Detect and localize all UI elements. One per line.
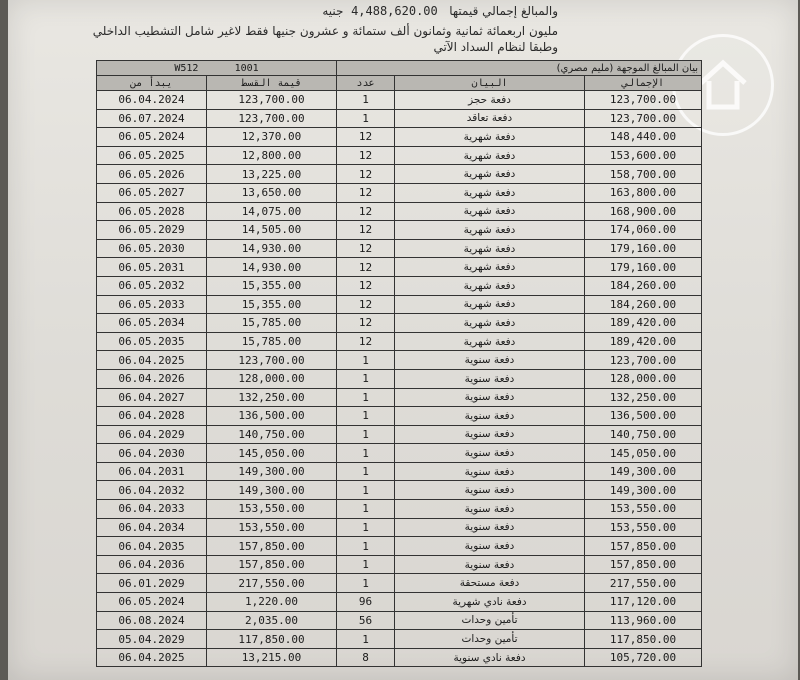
installment-count: 12 <box>337 276 395 295</box>
col-count: عدد <box>337 76 395 91</box>
installment-total: 163,800.00 <box>585 183 702 202</box>
installment-amount: 15,785.00 <box>207 314 337 333</box>
installment-count: 12 <box>337 202 395 221</box>
installment-type: تأمين وحدات <box>395 611 585 630</box>
installment-count: 12 <box>337 239 395 258</box>
installment-amount: 117,850.00 <box>207 630 337 649</box>
installment-type: دفعة سنوية <box>395 462 585 481</box>
installment-total: 158,700.00 <box>585 165 702 184</box>
installment-amount: 153,550.00 <box>207 518 337 537</box>
installment-type: دفعة شهرية <box>395 276 585 295</box>
installment-amount: 157,850.00 <box>207 537 337 556</box>
installment-count: 56 <box>337 611 395 630</box>
installment-total: 123,700.00 <box>585 351 702 370</box>
start-date: 06.04.2027 <box>97 388 207 407</box>
amount-in-words: مليون اربعمائة ثمانية وثمانون ألف ستمائة و عشرون جنيها فقط لاغير شامل التشطيب الداخلي <box>92 24 558 38</box>
col-amount: قيمة القسط <box>207 76 337 91</box>
table-row <box>97 295 702 314</box>
start-date: 06.05.2033 <box>97 295 207 314</box>
table-row <box>97 500 702 519</box>
installment-type: دفعة شهرية <box>395 146 585 165</box>
installment-count: 1 <box>337 574 395 593</box>
installment-type: دفعة سنوية <box>395 555 585 574</box>
table-row <box>97 109 702 128</box>
installment-type: دفعة شهرية <box>395 221 585 240</box>
installment-total: 123,700.00 <box>585 109 702 128</box>
start-date: 06.04.2035 <box>97 537 207 556</box>
table-row <box>97 555 702 574</box>
table-row <box>97 332 702 351</box>
installment-total: 145,050.00 <box>585 444 702 463</box>
installment-type: دفعة سنوية <box>395 407 585 426</box>
start-date: 06.04.2025 <box>97 351 207 370</box>
document-page <box>8 0 798 680</box>
installment-total: 117,850.00 <box>585 630 702 649</box>
installment-count: 1 <box>337 369 395 388</box>
table-row <box>97 481 702 500</box>
installment-amount: 13,650.00 <box>207 183 337 202</box>
installment-amount: 15,355.00 <box>207 276 337 295</box>
installment-type: تأمين وحدات <box>395 630 585 649</box>
installment-total: 168,900.00 <box>585 202 702 221</box>
payment-system-label: وطبقا لنظام السداد الآتي <box>433 40 558 54</box>
installment-count: 12 <box>337 165 395 184</box>
installment-type: دفعة سنوية <box>395 351 585 370</box>
installment-total: 157,850.00 <box>585 555 702 574</box>
installment-count: 12 <box>337 183 395 202</box>
installment-type: دفعة سنوية <box>395 537 585 556</box>
installment-total: 136,500.00 <box>585 407 702 426</box>
installment-total: 179,160.00 <box>585 258 702 277</box>
installment-type: دفعة شهرية <box>395 314 585 333</box>
installment-type: دفعة سنوية <box>395 481 585 500</box>
installment-count: 1 <box>337 109 395 128</box>
installment-type: دفعة شهرية <box>395 258 585 277</box>
start-date: 06.05.2026 <box>97 165 207 184</box>
installment-amount: 128,000.00 <box>207 369 337 388</box>
installment-type: دفعة مستحقة <box>395 574 585 593</box>
installment-count: 1 <box>337 444 395 463</box>
installment-total: 132,250.00 <box>585 388 702 407</box>
start-date: 06.05.2031 <box>97 258 207 277</box>
start-date: 06.05.2035 <box>97 332 207 351</box>
start-date: 06.04.2032 <box>97 481 207 500</box>
start-date: 06.04.2033 <box>97 500 207 519</box>
installment-amount: 123,700.00 <box>207 109 337 128</box>
start-date: 06.04.2025 <box>97 648 207 667</box>
installment-count: 96 <box>337 593 395 612</box>
start-date: 06.05.2024 <box>97 593 207 612</box>
installment-amount: 14,505.00 <box>207 221 337 240</box>
installment-type: دفعة سنوية <box>395 444 585 463</box>
start-date: 06.04.2031 <box>97 462 207 481</box>
table-row <box>97 369 702 388</box>
start-date: 06.04.2024 <box>97 91 207 110</box>
table-row <box>97 276 702 295</box>
installment-amount: 149,300.00 <box>207 462 337 481</box>
start-date: 05.04.2029 <box>97 630 207 649</box>
table-row <box>97 611 702 630</box>
installment-total: 113,960.00 <box>585 611 702 630</box>
installment-total: 217,550.00 <box>585 574 702 593</box>
installment-total: 153,550.00 <box>585 500 702 519</box>
table-row <box>97 202 702 221</box>
installment-count: 1 <box>337 518 395 537</box>
installment-count: 12 <box>337 128 395 147</box>
start-date: 06.04.2034 <box>97 518 207 537</box>
installment-type: دفعة نادي شهرية <box>395 593 585 612</box>
table-body <box>97 91 702 667</box>
installment-count: 1 <box>337 555 395 574</box>
installment-total: 174,060.00 <box>585 221 702 240</box>
installment-amount: 149,300.00 <box>207 481 337 500</box>
installment-total: 179,160.00 <box>585 239 702 258</box>
installment-count: 12 <box>337 221 395 240</box>
total-currency: جنيه <box>322 4 344 18</box>
installment-amount: 123,700.00 <box>207 351 337 370</box>
start-date: 06.04.2028 <box>97 407 207 426</box>
installment-count: 1 <box>337 630 395 649</box>
table-row <box>97 388 702 407</box>
installment-type: دفعة سنوية <box>395 518 585 537</box>
installment-amount: 13,225.00 <box>207 165 337 184</box>
installment-total: 149,300.00 <box>585 462 702 481</box>
table-row <box>97 239 702 258</box>
installment-amount: 123,700.00 <box>207 91 337 110</box>
start-date: 06.05.2024 <box>97 128 207 147</box>
installment-amount: 153,550.00 <box>207 500 337 519</box>
start-date: 06.07.2024 <box>97 109 207 128</box>
installment-type: دفعة سنوية <box>395 500 585 519</box>
table-row <box>97 165 702 184</box>
col-total: الإجمالي <box>585 76 702 91</box>
installment-type: دفعة شهرية <box>395 332 585 351</box>
start-date: 06.04.2026 <box>97 369 207 388</box>
table-row <box>97 314 702 333</box>
installment-total: 157,850.00 <box>585 537 702 556</box>
start-date: 06.05.2034 <box>97 314 207 333</box>
installment-count: 1 <box>337 537 395 556</box>
installment-type: دفعة شهرية <box>395 295 585 314</box>
installments-table <box>96 60 702 667</box>
table-row <box>97 425 702 444</box>
installment-amount: 136,500.00 <box>207 407 337 426</box>
installment-count: 8 <box>337 648 395 667</box>
installment-total: 184,260.00 <box>585 295 702 314</box>
installment-count: 12 <box>337 332 395 351</box>
installment-type: دفعة تعاقد <box>395 109 585 128</box>
installment-amount: 14,930.00 <box>207 239 337 258</box>
table-header-row <box>97 76 702 91</box>
table-row <box>97 462 702 481</box>
installment-type: دفعة شهرية <box>395 239 585 258</box>
table-row <box>97 91 702 110</box>
installment-amount: 15,785.00 <box>207 332 337 351</box>
installment-count: 1 <box>337 500 395 519</box>
installment-amount: 12,800.00 <box>207 146 337 165</box>
table-row <box>97 221 702 240</box>
installment-type: دفعة شهرية <box>395 165 585 184</box>
installment-type: دفعة نادي سنوية <box>395 648 585 667</box>
installment-amount: 15,355.00 <box>207 295 337 314</box>
installment-total: 149,300.00 <box>585 481 702 500</box>
installment-amount: 13,215.00 <box>207 648 337 667</box>
installment-total: 123,700.00 <box>585 91 702 110</box>
start-date: 06.05.2025 <box>97 146 207 165</box>
installment-count: 1 <box>337 91 395 110</box>
table-code-2: 1001 <box>234 62 259 74</box>
table-row <box>97 146 702 165</box>
installment-amount: 1,220.00 <box>207 593 337 612</box>
table-row <box>97 407 702 426</box>
installment-count: 1 <box>337 407 395 426</box>
house-logo-icon <box>697 57 749 113</box>
start-date: 06.05.2028 <box>97 202 207 221</box>
installment-amount: 12,370.00 <box>207 128 337 147</box>
installment-type: دفعة شهرية <box>395 202 585 221</box>
installment-type: دفعة شهرية <box>395 128 585 147</box>
installment-total: 128,000.00 <box>585 369 702 388</box>
col-start: يبدأ من <box>97 76 207 91</box>
start-date: 06.04.2030 <box>97 444 207 463</box>
installment-type: دفعة حجز <box>395 91 585 110</box>
table-row <box>97 630 702 649</box>
start-date: 06.04.2036 <box>97 555 207 574</box>
installment-amount: 14,930.00 <box>207 258 337 277</box>
installment-total: 148,440.00 <box>585 128 702 147</box>
start-date: 06.05.2030 <box>97 239 207 258</box>
table-row <box>97 128 702 147</box>
table-row <box>97 518 702 537</box>
installment-total: 153,550.00 <box>585 518 702 537</box>
installment-total: 184,260.00 <box>585 276 702 295</box>
installment-total: 117,120.00 <box>585 593 702 612</box>
installment-amount: 132,250.00 <box>207 388 337 407</box>
col-type: البيان <box>395 76 585 91</box>
installment-amount: 14,075.00 <box>207 202 337 221</box>
installment-total: 140,750.00 <box>585 425 702 444</box>
start-date: 06.05.2027 <box>97 183 207 202</box>
table-row <box>97 183 702 202</box>
installment-amount: 157,850.00 <box>207 555 337 574</box>
table-row <box>97 593 702 612</box>
table-row <box>97 444 702 463</box>
table-row <box>97 537 702 556</box>
installment-type: دفعة سنوية <box>395 425 585 444</box>
installment-count: 12 <box>337 258 395 277</box>
table-row <box>97 574 702 593</box>
installment-amount: 145,050.00 <box>207 444 337 463</box>
installment-type: دفعة سنوية <box>395 369 585 388</box>
installment-total: 105,720.00 <box>585 648 702 667</box>
installment-count: 1 <box>337 351 395 370</box>
installment-type: دفعة شهرية <box>395 183 585 202</box>
table-row <box>97 258 702 277</box>
installment-count: 12 <box>337 146 395 165</box>
total-amount: 4,488,620.00 <box>351 4 438 18</box>
start-date: 06.05.2032 <box>97 276 207 295</box>
installment-count: 1 <box>337 388 395 407</box>
start-date: 06.08.2024 <box>97 611 207 630</box>
installment-type: دفعة سنوية <box>395 388 585 407</box>
installment-amount: 217,550.00 <box>207 574 337 593</box>
installment-amount: 2,035.00 <box>207 611 337 630</box>
start-date: 06.01.2029 <box>97 574 207 593</box>
installment-count: 1 <box>337 481 395 500</box>
table-caption: بيان المبالغ الموجهة (مليم مصري) <box>337 61 702 76</box>
installment-count: 1 <box>337 462 395 481</box>
table-code-row <box>97 61 702 76</box>
total-label: والمبالغ إجمالي قيمتها <box>449 4 558 18</box>
installment-count: 1 <box>337 425 395 444</box>
installment-total: 189,420.00 <box>585 314 702 333</box>
start-date: 06.05.2029 <box>97 221 207 240</box>
start-date: 06.04.2029 <box>97 425 207 444</box>
installment-count: 12 <box>337 295 395 314</box>
table-code-1: W512 <box>174 62 199 74</box>
installment-amount: 140,750.00 <box>207 425 337 444</box>
total-amount-line <box>322 4 558 18</box>
installment-total: 189,420.00 <box>585 332 702 351</box>
installment-count: 12 <box>337 314 395 333</box>
installment-total: 153,600.00 <box>585 146 702 165</box>
table-row <box>97 351 702 370</box>
table-row <box>97 648 702 667</box>
